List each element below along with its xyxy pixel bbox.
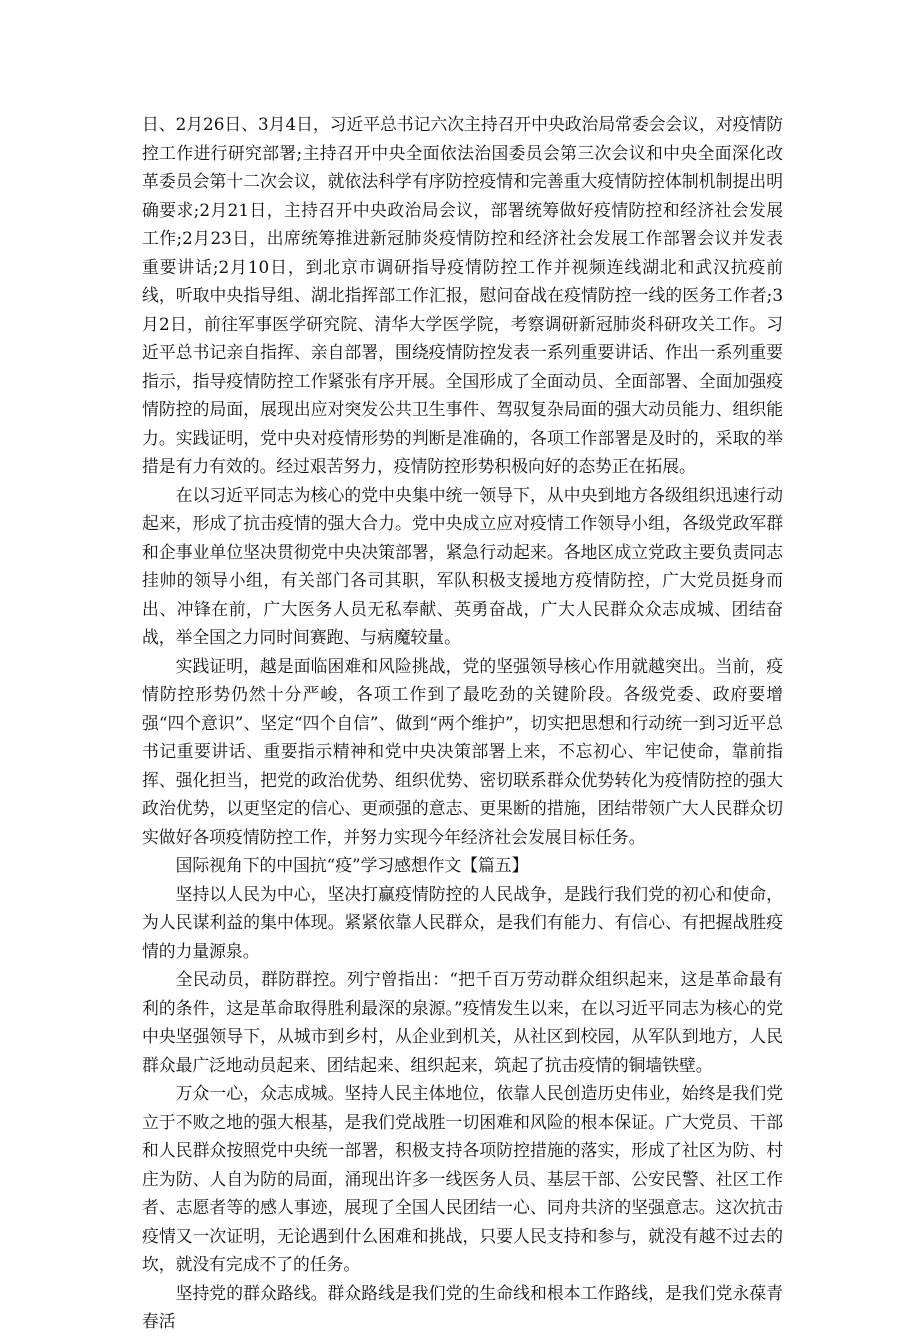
document-body — [142, 110, 783, 1336]
paragraph-truncated: 坚持党的群众路线。群众路线是我们党的生命线和根本工作路线，是我们党永葆青春活 — [142, 1282, 783, 1331]
paragraph-continuation: 日、2月26日、3月4日，习近平总书记六次主持召开中央政治局常委会会议，对疫情防控工作进行研究部署;主持召开中央全面依法治国委员会第三次会议和中央全面深化改革委员会第十二次会议，就依法科学有序防控疫情和完善重大疫情防控体制机制提出明确要求;2月21日，主持召开中央政治局会议，部署统筹做好疫情防控和经济社会发展工作;2月23日，出席统筹推进新冠肺炎疫情防控和经济社会发展工作部署会议并发表重要讲话;2月10日，到北京市调研指导疫情防控工作并视频连线湖北和武汉抗疫前线，听取中央指导组、湖北指挥部工作汇报，慰问奋战在疫情防控一线的医务工作者;3月2日，前往军事医学研究院、清华大学医学院，考察调研新冠肺炎科研攻关工作。习近平总书记亲自指挥、亲自部署，围绕疫情防控发表一系列重要讲话、作出一系列重要指示，指导疫情防控工作紧张有序开展。全国形成了全面动员、全面部署、全面加强疫情防控的局面，展现出应对突发公共卫生事件、驾驭复杂局面的强大动员能力、组织能力。实践证明，党中央对疫情形势的判断是准确的，各项工作部署是及时的，采取的举措是有力有效的。经过艰苦努力，疫情防控形势积极向好的态势正在拓展。 — [142, 114, 783, 476]
paragraph: 全民动员，群防群控。列宁曾指出：“把千百万劳动群众组织起来，这是革命最有利的条件，这是革命取得胜利最深的泉源。”疫情发生以来，在以习近平同志为核心的党中央坚强领导下，从城市到乡村，从企业到机关，从社区到校园，从军队到地方，人民群众最广泛地动员起来、团结起来、组织起来，筑起了抗击疫情的铜墙铁壁。 — [142, 969, 783, 1075]
paragraph: 在以习近平同志为核心的党中央集中统一领导下，从中央到地方各级组织迅速行动起来，形成了抗击疫情的强大合力。党中央成立应对疫情工作领导小组，各级党政军群和企事业单位坚决贯彻党中央决策部署，紧急行动起来。各地区成立党政主要负责同志挂帅的领导小组，有关部门各司其职，军队积极支援地方疫情防控，广大党员挺身而出、冲锋在前，广大医务人员无私奉献、英勇奋战，广大人民群众众志成城、团结奋战，举全国之力同时间赛跑、与病魔较量。 — [142, 484, 783, 647]
paragraph: 实践证明，越是面临困难和风险挑战，党的坚强领导核心作用就越突出。当前，疫情防控形势仍然十分严峻，各项工作到了最吃劲的关键阶段。各级党委、政府要增强“四个意识”、坚定“四个自信”、做到“两个维护”，切实把思想和行动统一到习近平总书记重要讲话、重要指示精神和党中央决策部署上来，不忘初心、牢记使命，靠前指挥、强化担当，把党的政治优势、组织优势、密切联系群众优势转化为疫情防控的强大政治优势，以更坚定的信心、更顽强的意志、更果断的措施，团结带领广大人民群众切实做好各项疫情防控工作，并努力实现今年经济社会发展目标任务。 — [142, 655, 783, 847]
paragraph: 坚持以人民为中心，坚决打赢疫情防控的人民战争，是践行我们党的初心和使命，为人民谋利益的集中体现。紧紧依靠人民群众，是我们有能力、有信心、有把握战胜疫情的力量源泉。 — [142, 883, 783, 961]
paragraph: 万众一心，众志成城。坚持人民主体地位，依靠人民创造历史伟业，始终是我们党立于不败之地的强大根基，是我们党战胜一切困难和风险的根本保证。广大党员、干部和人民群众按照党中央统一部署，积极支持各项防控措施的落实，形成了社区为防、村庄为防、人自为防的局面，涌现出许多一线医务人员、基层干部、公安民警、社区工作者、志愿者等的感人事迹，展现了全国人民团结一心、同舟共济的坚强意志。这次抗击疫情又一次证明，无论遇到什么困难和挑战，只要人民支持和参与，就没有越不过去的坎，就没有完成不了的任务。 — [142, 1083, 783, 1274]
section-heading: 国际视角下的中国抗“疫”学习感想作文【篇五】 — [175, 855, 529, 875]
